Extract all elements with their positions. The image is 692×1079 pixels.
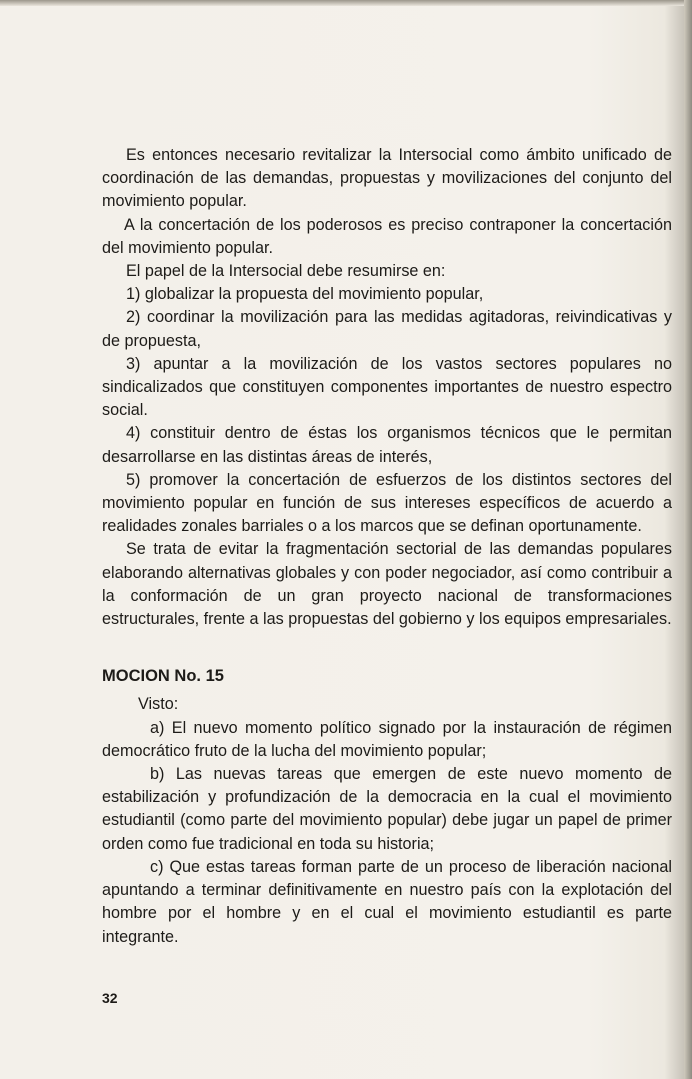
visto-item-c: c) Que estas tareas forman parte de un proceso de liberación nacional apuntando a terminar definitivamente en nuestro país con la explotación del hombre por el hombre y en el cual el movimiento estudiantil es parte integrante.	[102, 857, 672, 946]
list-item-1: 1) globalizar la propuesta del movimiento popular,	[126, 285, 484, 304]
list-item-4: 4) constituir dentro de éstas los organismos técnicos que le permitan desarrollarse en las distintas áreas de interés,	[102, 424, 672, 466]
page-top-edge	[0, 0, 692, 6]
visto-item-b: b) Las nuevas tareas que emergen de este nuevo momento de estabilización y profundización de la democracia en la cual el movimiento estudiantil (como parte del movimiento popular) debe jugar un papel de primer orden como fue tradicional en toda su historia;	[102, 765, 672, 853]
paragraph-concertacion: A la concertación de los poderosos es preciso contraponer la concertación del movimiento popular.	[102, 215, 672, 257]
paragraph-fragmentacion: Se trata de evitar la fragmentación sectorial de las demandas populares elaborando alternativas globales y con poder negociador, así como contribuir a la conformación de un gran proyecto nacional de transformaciones estructurales, frente a las propuestas del gobierno y los equipos empresariales.	[102, 540, 672, 629]
page-number: 32	[102, 990, 118, 1006]
paragraph-papel-intro: El papel de la Intersocial debe resumirse en:	[126, 262, 446, 281]
body-text	[102, 144, 672, 949]
paragraph-intersocial-revitalize: Es entonces necesario revitalizar la Intersocial como ámbito unificado de coordinación de las demandas, propuestas y movilizaciones del conjunto del movimiento popular.	[102, 146, 672, 211]
visto-label: Visto:	[138, 695, 179, 714]
list-item-3: 3) apuntar a la movilización de los vastos sectores populares no sindicalizados que constituyen componentes importantes de nuestro espectro social.	[102, 354, 672, 420]
visto-item-a: a) El nuevo momento político signado por la instauración de régimen democrático fruto de la lucha del movimiento popular;	[102, 718, 672, 760]
list-item-2: 2) coordinar la movilización para las medidas agitadoras, reivindicativas y de propuesta,	[102, 308, 672, 350]
list-item-5: 5) promover la concertación de esfuerzos de los distintos sectores del movimiento popular en función de sus intereses específicos de acuerdo a realidades zonales barriales o a los marcos que se definan oportunamente.	[102, 470, 672, 536]
motion-heading: MOCION No. 15	[102, 667, 224, 686]
page-right-edge	[684, 0, 692, 1079]
